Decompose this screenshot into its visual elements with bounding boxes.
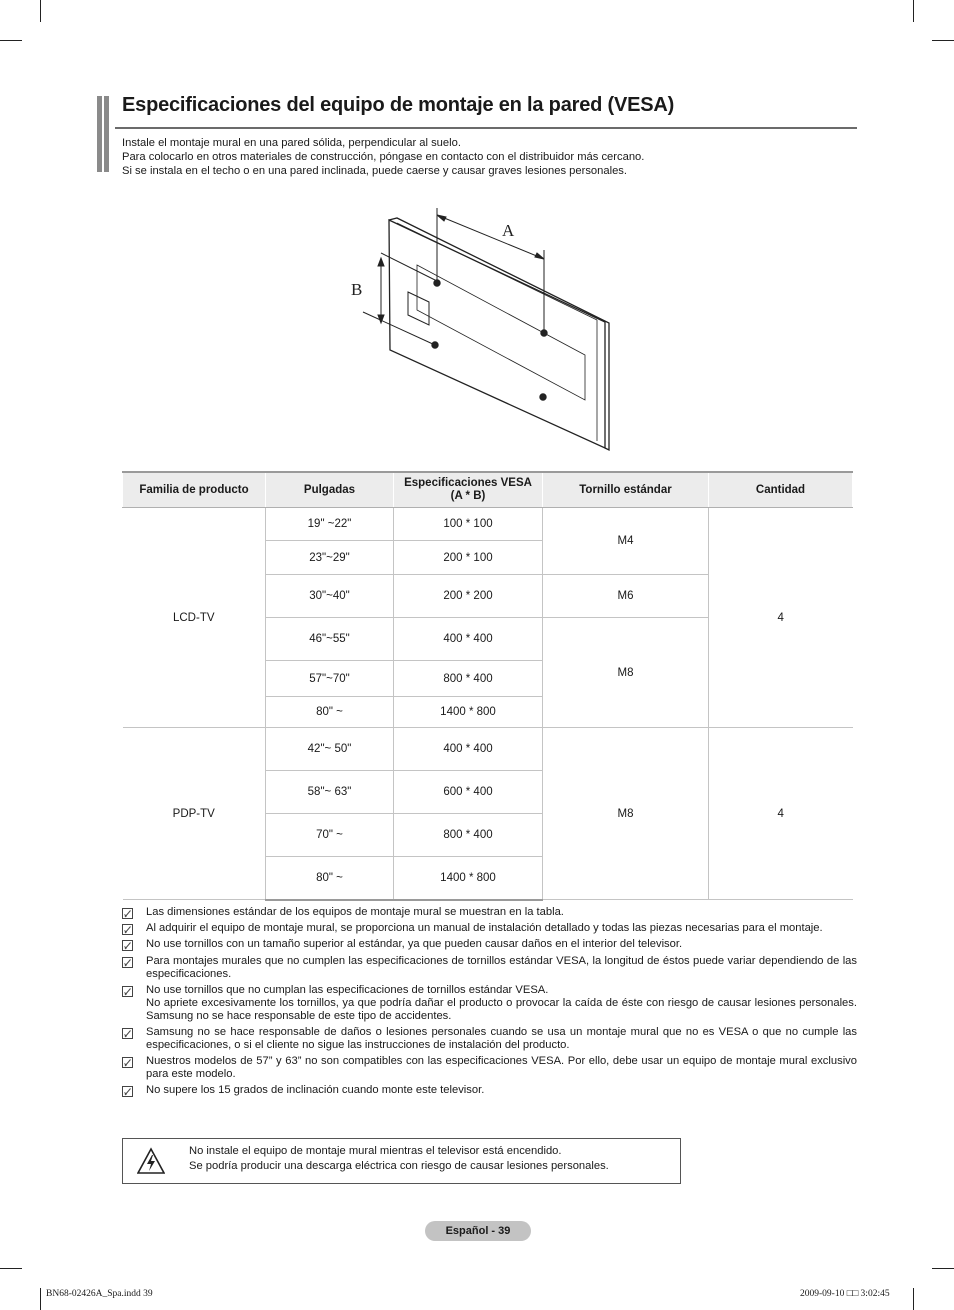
note-item [122, 906, 857, 919]
vesa-cell: 200 * 100 [394, 541, 543, 575]
notes-list [122, 906, 857, 1101]
vesa-cell: 400 * 400 [394, 728, 543, 771]
table-row [123, 728, 853, 771]
note-text: Para montajes murales que no cumplen las especificaciones de tornillos estándar VESA, la longitud de éstos puede variar dependiendo de las especificaciones. [146, 954, 857, 980]
label-a: A [502, 221, 515, 240]
intro-line: Instale el montaje mural en una pared sólida, perpendicular al suelo. [122, 137, 461, 149]
note-text-line: No use tornillos que no cumplan las especificaciones de tornillos estándar VESA. [146, 984, 549, 997]
crop-mark [913, 1288, 914, 1310]
header-family: Familia de producto [123, 472, 266, 508]
header-vesa-line1: Especificaciones VESA [404, 477, 532, 489]
intro-line: Para colocarlo en otros materiales de construcción, póngase en contacto con el distribuidor más cercano. [122, 151, 645, 163]
warning-text [189, 1144, 609, 1174]
crop-mark [0, 1268, 22, 1269]
inches-cell: 30"~40" [266, 575, 394, 618]
note-icon [122, 924, 133, 935]
note-icon [122, 908, 133, 919]
vesa-cell: 400 * 400 [394, 618, 543, 661]
table-header-row [123, 472, 853, 508]
warning-line: No instale el equipo de montaje mural mientras el televisor está encendido. [189, 1145, 562, 1157]
screw-cell: M8 [543, 618, 709, 728]
page-title: Especificaciones del equipo de montaje en la pared (VESA) [122, 94, 675, 116]
quantity-cell: 4 [709, 508, 853, 728]
inches-cell: 46"~55" [266, 618, 394, 661]
table-row [123, 508, 853, 541]
crop-mark [0, 40, 22, 41]
screw-cell: M6 [543, 575, 709, 618]
note-text: Nuestros modelos de 57” y 63” no son compatibles con las especificaciones VESA. Por ello, debe usar un equipo de montaje mural exclusivo para este modelo. [146, 1055, 857, 1081]
header-vesa [394, 472, 543, 508]
footer-datetime: 2009-09-10 □□ 3:02:45 [800, 1289, 890, 1299]
header-quantity: Cantidad [709, 472, 853, 508]
note-text-line: No apriete excesivamente los tornillos, ya que podría dañar el producto o provocar la caída de éste con riesgo de causar lesiones personales. Samsung no se hace responsable de este tipo de accidentes. [146, 997, 857, 1023]
note-item [122, 1084, 857, 1097]
vesa-cell: 200 * 200 [394, 575, 543, 618]
note-item [122, 1055, 857, 1081]
vesa-cell: 100 * 100 [394, 508, 543, 541]
crop-mark [913, 0, 914, 22]
family-cell: LCD-TV [123, 508, 266, 728]
inches-cell: 80" ~ [266, 857, 394, 900]
note-text: Al adquirir el equipo de montaje mural, se proporciona un manual de instalación detallado y todas las piezas necesarias para el montaje. [146, 922, 823, 935]
note-text: No supere los 15 grados de inclinación cuando monte este televisor. [146, 1084, 485, 1097]
note-icon [122, 957, 133, 968]
inches-cell: 57"~70" [266, 661, 394, 697]
vesa-cell: 800 * 400 [394, 814, 543, 857]
note-text: Las dimensiones estándar de los equipos de montaje mural se muestran en la tabla. [146, 906, 564, 918]
inches-cell: 23"~29" [266, 541, 394, 575]
note-icon [122, 1086, 133, 1097]
note-item [122, 938, 857, 951]
note-item [122, 1026, 857, 1052]
vesa-cell: 1400 * 800 [394, 697, 543, 728]
crop-mark [40, 1288, 41, 1310]
vesa-cell: 600 * 400 [394, 771, 543, 814]
note-icon [122, 986, 133, 997]
tv-vesa-diagram [345, 205, 615, 460]
header-vesa-line2: (A * B) [450, 490, 486, 502]
screw-cell: M8 [543, 728, 709, 900]
header-screw: Tornillo estándar [543, 472, 709, 508]
page-number-badge: Español - 39 [425, 1221, 531, 1241]
crop-mark [932, 1268, 954, 1269]
note-icon [122, 1028, 133, 1039]
inches-cell: 58"~ 63" [266, 771, 394, 814]
note-icon [122, 940, 133, 951]
note-icon [122, 1057, 133, 1068]
intro-line: Si se instala en el techo o en una pared inclinada, puede caerse y causar graves lesiones personales. [122, 165, 627, 177]
note-text: No use tornillos con un tamaño superior al estándar, ya que pueden causar daños en el interior del televisor. [146, 938, 683, 951]
screw-cell: M4 [543, 508, 709, 575]
warning-box [122, 1138, 681, 1184]
warning-line: Se podría producir una descarga eléctrica con riesgo de causar lesiones personales. [189, 1160, 609, 1172]
note-item [122, 955, 857, 981]
note-text [146, 984, 857, 1024]
note-text: Samsung no se hace responsable de daños o lesiones personales cuando se usa un montaje mural que no es VESA o que no cumple las especificaciones, o si el cliente no sigue las instrucciones de instalación del producto. [146, 1025, 857, 1051]
inches-cell: 42"~ 50" [266, 728, 394, 771]
vesa-cell: 800 * 400 [394, 661, 543, 697]
electric-warning-icon [137, 1147, 165, 1175]
inches-cell: 19" ~22" [266, 508, 394, 541]
quantity-cell: 4 [709, 728, 853, 900]
crop-mark [932, 40, 954, 41]
family-cell: PDP-TV [123, 728, 266, 900]
note-item [122, 922, 857, 935]
crop-mark [40, 0, 41, 22]
note-item [122, 984, 857, 1024]
intro-text [122, 136, 857, 178]
header-inches: Pulgadas [266, 472, 394, 508]
vesa-cell: 1400 * 800 [394, 857, 543, 900]
footer-file: BN68-02426A_Spa.indd 39 [46, 1289, 153, 1299]
inches-cell: 70" ~ [266, 814, 394, 857]
vesa-spec-table [122, 471, 853, 901]
label-b: B [351, 280, 363, 299]
title-underline [115, 127, 857, 129]
inches-cell: 80" ~ [266, 697, 394, 728]
title-decoration [97, 96, 111, 172]
